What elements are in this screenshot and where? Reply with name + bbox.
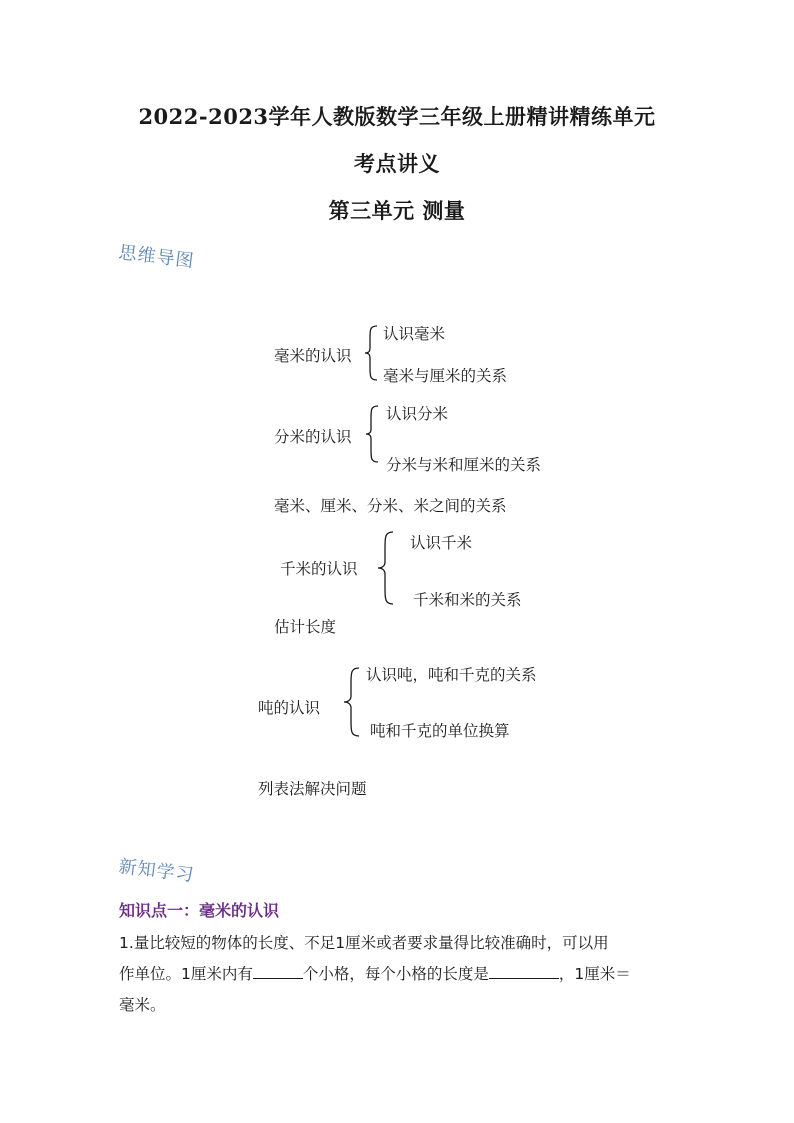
question-1-line-1: 1.量比较短的物体的长度、不足1厘米或者要求量得比较准确时，可以用 bbox=[119, 934, 609, 952]
mm-brace-icon bbox=[363, 324, 379, 382]
document-title-line2: 考点讲义 bbox=[354, 151, 440, 176]
mindmap-mm-child-2: 毫米与厘米的关系 bbox=[383, 367, 508, 385]
dm-brace-icon bbox=[364, 404, 380, 464]
mindmap-mm-label: 毫米的认识 bbox=[274, 347, 352, 365]
question-1-line-2 bbox=[119, 959, 687, 990]
km-brace-icon bbox=[376, 530, 396, 606]
mindmap-banner: 思维导图 bbox=[117, 242, 196, 273]
mindmap-dm-child-2: 分米与米和厘米的关系 bbox=[386, 456, 542, 474]
mindmap-ton-child-2: 吨和千克的单位换算 bbox=[370, 722, 510, 740]
q1-text-b: 个小格，每个小格的长度是 bbox=[302, 965, 489, 983]
q1-blank-1[interactable] bbox=[253, 960, 303, 979]
ton-brace-icon bbox=[342, 666, 362, 738]
q1-text-c: ，1厘米＝ bbox=[558, 965, 631, 983]
question-1-line-3: 毫米。 bbox=[119, 996, 166, 1014]
mindmap-ton-child-1: 认识吨，吨和千克的关系 bbox=[366, 666, 537, 684]
unit-title: 第三单元 测量 bbox=[328, 198, 466, 223]
mindmap-km-child-1: 认识千米 bbox=[410, 534, 473, 552]
mindmap-mm-child-1: 认识毫米 bbox=[383, 325, 446, 343]
mindmap-table-method: 列表法解决问题 bbox=[258, 780, 367, 798]
q1-blank-2[interactable] bbox=[489, 960, 559, 979]
mindmap-estimate: 估计长度 bbox=[274, 618, 337, 636]
knowledge-point-title: 知识点一：毫米的认识 bbox=[119, 901, 280, 920]
mindmap-ton-label: 吨的认识 bbox=[258, 699, 321, 717]
question-1 bbox=[119, 928, 687, 1021]
document-title-line1: 2022-2023学年人教版数学三年级上册精讲精练单元 bbox=[138, 104, 656, 129]
learning-banner: 新知学习 bbox=[117, 856, 196, 887]
mindmap-km-label: 千米的认识 bbox=[280, 560, 358, 578]
mindmap-dm-label: 分米的认识 bbox=[274, 428, 352, 446]
q1-text-a: 作单位。1厘米内有 bbox=[119, 965, 253, 983]
mindmap-relation: 毫米、厘米、分米、米之间的关系 bbox=[274, 497, 507, 515]
mindmap-km-child-2: 千米和米的关系 bbox=[413, 591, 522, 609]
mindmap-dm-child-1: 认识分米 bbox=[386, 405, 449, 423]
